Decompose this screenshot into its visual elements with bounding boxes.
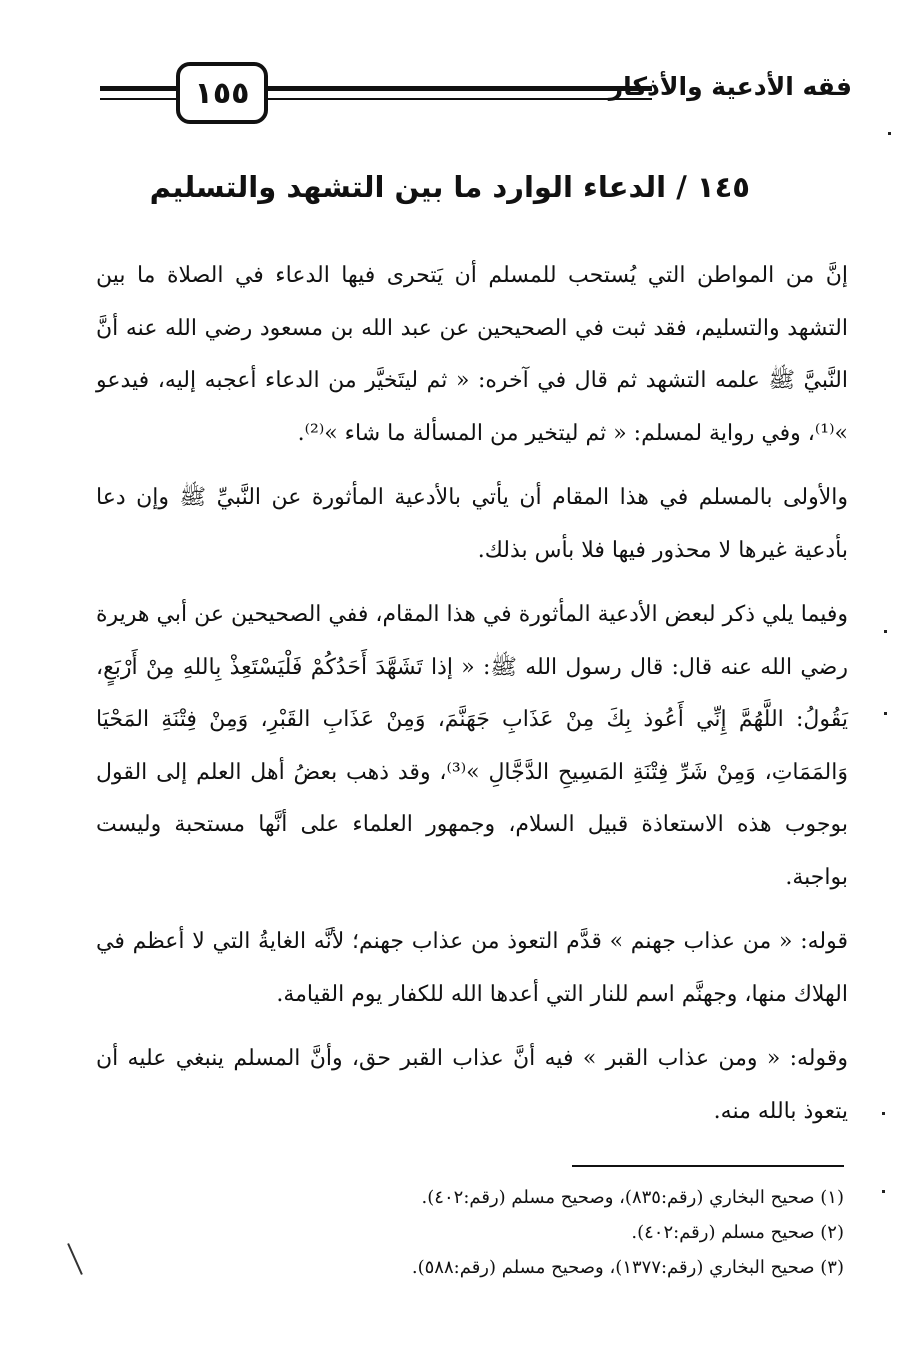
page-number: ١٥٥ [176, 62, 268, 124]
book-title: فقه الأدعية والأذكار [608, 72, 852, 101]
footnote: (٣) صحيح البخاري (رقم:١٣٧٧)، وصحيح مسلم (رقم:٥٨٨). [411, 1257, 844, 1278]
scan-dot [882, 1112, 885, 1115]
paragraph: قوله: « من عذاب جهنم » قدَّم التعوذ من عذاب جهنم؛ لأنَّه الغايةُ التي لا أعظم في الهلاك منها، وجهنَّم اسم للنار التي أعدها الله للكفار يوم القيامة. [96, 929, 848, 1007]
section-title: ١٤٥ / الدعاء الوارد ما بين التشهد والتسليم [149, 170, 750, 204]
body-text [96, 250, 848, 1150]
scan-stroke [67, 1243, 83, 1275]
paragraph: وفيما يلي ذكر لبعض الأدعية المأثورة في هذا المقام، ففي الصحيحين عن أبي هريرة رضي الله عنه قال: قال رسول الله ﷺ: « إذا تَشَهَّدَ أَحَدُكُمْ فَلْيَسْتَعِذْ بِاللهِ مِنْ أَرْبَعٍ، يَقُولُ: اللَّهُمَّ إِنِّي أَعُوذ بِكَ مِنْ عَذَابِ جَهَنَّمَ، وَمِنْ عَذَابِ القَبْرِ، وَمِنْ فِتْنَةِ المَحْيَا وَالمَمَاتِ، وَمِنْ شَرِّ فِتْنَةِ المَسِيحِ الدَّجَّالِ »⁽³⁾، وقد ذهب بعضُ أهل العلم إلى القول بوجوب هذه الاستعاذة قبيل السلام، وجمهور العلماء على أنَّها مستحبة وليست بواجبة. [96, 602, 849, 890]
page-header [100, 62, 852, 128]
footnote: (١) صحيح البخاري (رقم:٨٣٥)، وصحيح مسلم (رقم:٤٠٢). [421, 1187, 844, 1208]
footnotes [300, 1180, 844, 1285]
paragraph: والأولى بالمسلم في هذا المقام أن يأتي بالأدعية المأثورة عن النَّبيِّ ﷺ وإن دعا بأدعية غيرها لا محذور فيها فلا بأس بذلك. [96, 485, 848, 563]
scan-dot [888, 132, 891, 135]
scan-dot [884, 712, 887, 715]
paragraph: وقوله: « ومن عذاب القبر » فيه أنَّ عذاب القبر حق، وأنَّ المسلم ينبغي عليه أن يتعوذ بالله منه. [96, 1046, 848, 1124]
footnote-divider [572, 1165, 844, 1167]
header-rule-left [100, 86, 178, 100]
scan-dot [882, 1190, 885, 1193]
scan-dot [884, 630, 887, 633]
footnote: (٢) صحيح مسلم (رقم:٤٠٢). [631, 1222, 844, 1243]
header-rule-right [266, 86, 652, 100]
paragraph: إنَّ من المواطن التي يُستحب للمسلم أن يَتحرى فيها الدعاء في الصلاة ما بين التشهد والتسليم، فقد ثبت في الصحيحين عن عبد الله بن مسعود رضي الله عنه أنَّ النَّبيَّ ﷺ علمه التشهد ثم قال في آخره: « ثم ليتَخيَّر من الدعاء أعجبه إليه، فيدعو »⁽¹⁾، وفي رواية لمسلم: « ثم ليتخير من المسألة ما شاء »⁽²⁾. [96, 263, 848, 446]
